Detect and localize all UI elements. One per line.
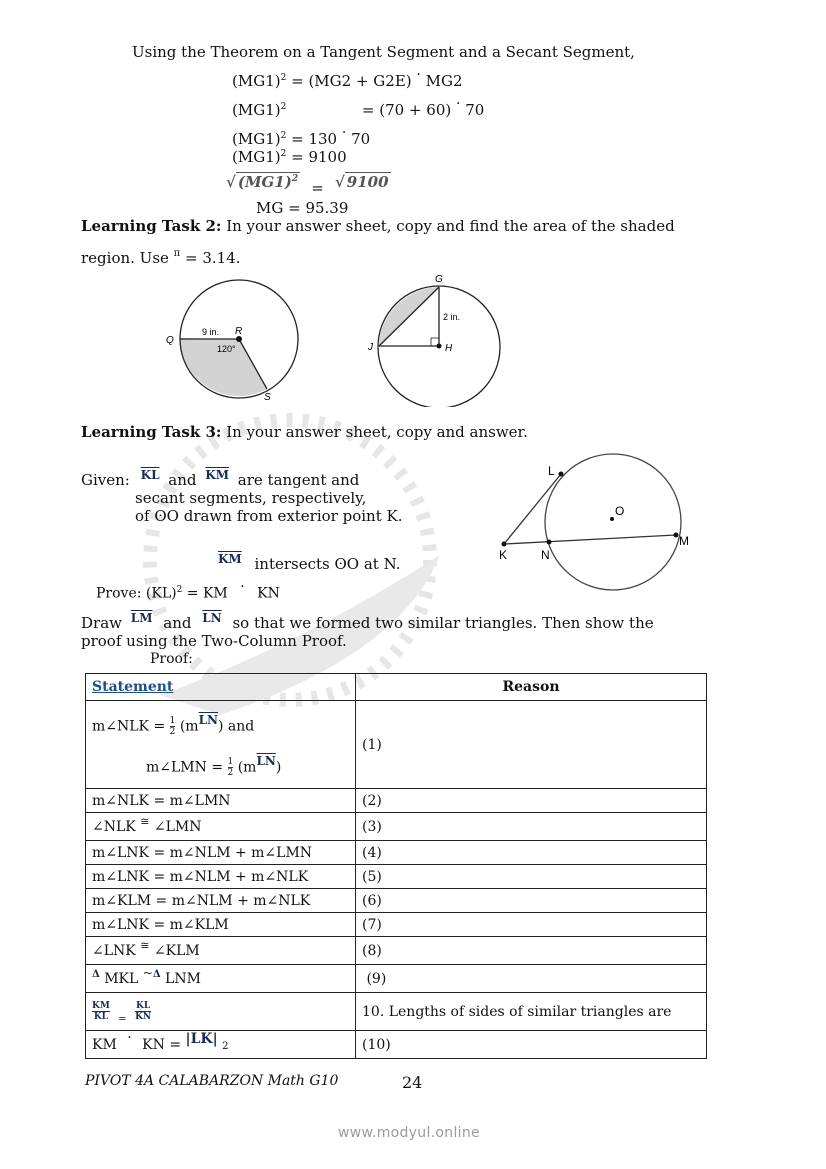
radius-label: 9 in. [202,327,220,337]
table-row [86,993,707,1031]
pi-symbol: π [173,248,181,259]
frac-den: KN [135,1012,152,1022]
frac-den: 2 [227,767,234,778]
table-row [86,865,707,889]
proof-label: Proof: [150,651,193,667]
reason-text: (9) [366,970,387,987]
stmt-text: ) [275,759,282,775]
stmt-text: ∠LMN [153,818,202,835]
stmt-text: ∠NLK [92,818,136,835]
multiply-dot: · [240,578,245,595]
sqrt-equation [226,172,391,197]
label-j: J [368,342,373,353]
statement-cell [86,701,356,789]
equation-step-4 [232,148,347,166]
tangent-secant-figure [490,445,720,605]
reason-cell: (5) [356,865,707,889]
label-r: R [235,326,243,337]
eq-lhs: (MG1) [232,101,281,119]
sector-figure [160,272,320,404]
stmt-text: ∠KLM [153,942,200,959]
multiply-dot: · [416,67,421,83]
exponent: 2 [280,73,287,83]
arc-ln: $\overline{LN}$ [256,754,276,768]
table-row [86,937,707,965]
statement-1a [92,713,349,737]
label-k: K [499,548,508,562]
multiply-dot: · [127,1029,132,1046]
table-header-row [86,674,707,701]
statement-cell: m∠KLM = m∠NLM + m∠NLK [86,889,356,913]
exponent: 2 [176,585,183,595]
given-text-1: are tangent and [237,471,360,489]
task3-label: Learning Task 3: [81,423,222,441]
equals-sign: = [118,1013,127,1025]
frac-num: 1 [169,715,176,726]
statement-cell: m∠LNK = m∠NLM + m∠NLK [86,865,356,889]
similar-symbol: ~ [142,965,153,980]
label-n: N [541,548,550,562]
statement-cell [86,965,356,993]
eq-lhs: (MG1) [232,130,281,148]
draw-text: so that we formed two similar triangles. Then show the [232,614,654,632]
segment-figure [362,272,512,407]
reason-cell: (4) [356,841,707,865]
task3-heading [81,423,528,441]
segment-kl: KL [140,468,160,482]
equation-step-3 [232,125,371,148]
multiply-dot: · [341,125,347,141]
eq-rhs: = (70 + 60) [361,101,452,119]
draw-line-2: proof using the Two-Column Proof. [81,632,347,650]
statement-cell [86,1031,356,1059]
segment-lm: LM [130,611,153,625]
task2-heading [81,217,675,235]
frac-num: 1 [227,756,234,767]
statement-1b [146,754,349,778]
eq-rhs: = 130 [291,130,338,148]
stmt-text: KN = [142,1036,182,1053]
reason-cell: (3) [356,813,707,841]
arc-ln: $\overline{LN}$ [198,713,218,727]
stmt-text: LNM [165,970,201,987]
label-q: Q [166,335,174,346]
task2-label: Learning Task 2: [81,217,222,235]
eq-tail: MG2 [425,72,463,90]
label-l: L [548,464,555,478]
given-line-4 [218,552,401,573]
abs-lk: |LK| [185,1030,218,1047]
task2-line2 [81,249,241,267]
frac-num: KM [92,1001,110,1011]
label-h: H [445,343,453,354]
equation-step-2 [232,96,485,119]
reason-cell: (2) [356,789,707,813]
reason-cell: (7) [356,913,707,937]
length-label: 2 in. [443,312,461,322]
given-line-3: of ʘO drawn from exterior point K. [135,507,403,525]
frac-num: KL [136,1001,151,1011]
stmt-text: (m [237,759,257,775]
reason-cell: (1) [356,701,707,789]
reason-cell: (10) [356,1031,707,1059]
sqrt-rhs-value: 9100 [346,173,389,191]
proof-table [85,673,707,1059]
stmt-text: (m [179,718,199,734]
table-row [86,965,707,993]
eq-rhs: = (MG2 + G2E) [291,72,412,90]
exponent: 2 [280,102,287,112]
label-g: G [435,274,443,285]
eq-tail: 70 [351,130,371,148]
exponent: 2 [291,174,299,184]
statement-cell [86,937,356,965]
eq-lhs: (MG1) [232,72,281,90]
eq-rhs: = 9100 [291,148,347,166]
task3-text: In your answer sheet, copy and answer. [226,423,528,441]
statement-cell [86,813,356,841]
prove-line [96,578,280,602]
equation-step-1 [232,67,463,90]
reason-cell [356,965,707,993]
segment-ln: LN [202,611,222,625]
congruent-symbol: ≅ [140,814,150,828]
table-row [86,701,707,789]
stmt-text: ∠LNK [92,942,136,959]
draw-word: Draw [81,614,122,632]
task2-text: In your answer sheet, copy and find the area of the shaded [226,217,675,235]
statement-cell: m∠LNK = m∠KLM [86,913,356,937]
footer-title: PIVOT 4A CALABARZON Math G10 [85,1073,339,1089]
eq-lhs: (MG1) [232,148,281,166]
exponent: 2 [222,1040,229,1052]
triangle-symbol: Δ [92,968,100,980]
reason-header: Reason [356,674,707,701]
task2-text2-pre: region. Use [81,249,169,267]
result-line: MG = 95.39 [256,199,349,217]
statement-header: Statement [86,674,356,701]
exponent: 2 [280,149,287,159]
stmt-text: m∠NLK = [92,718,166,734]
table-row [86,889,707,913]
multiply-dot: · [456,96,461,112]
triangle-symbol: Δ [152,968,161,980]
frac-den: 2 [169,726,176,737]
stmt-text: KM [92,1036,117,1053]
fraction-km-kl [92,1001,110,1022]
half-fraction [228,757,234,778]
frac-den: KL [93,1012,108,1022]
prove-tail: KN [257,585,280,602]
statement-cell: m∠NLK = m∠LMN [86,789,356,813]
and-word: and [163,614,192,632]
sqrt-rhs: √ 9100 [334,173,389,191]
angle-label: 120° [217,344,236,354]
intro-line: Using the Theorem on a Tangent Segment and a Secant Segment, [132,43,635,61]
given-label: Given: [81,471,130,489]
given-line-2: secant segments, respectively, [135,489,367,507]
table-row [86,913,707,937]
table-row [86,1031,707,1059]
segment-km: KM [218,552,242,566]
eq-tail: 70 [465,101,485,119]
given-line-1 [81,468,360,489]
label-s: S [264,392,271,403]
table-row [86,789,707,813]
label-o: O [615,504,625,518]
stmt-text: MKL [104,970,139,987]
reason-cell: (6) [356,889,707,913]
and-word: and [168,471,197,489]
exponent: 2 [280,131,287,141]
segment-km: KM [205,468,230,482]
half-fraction [170,716,176,737]
table-row [86,813,707,841]
reason-cell: 10. Lengths of sides of similar triangles are [356,993,707,1031]
table-row [86,841,707,865]
stmt-text: ) and [218,718,255,734]
statement-cell [86,993,356,1031]
intersects-text: intersects ʘO at N. [254,555,401,573]
congruent-symbol: ≅ [140,938,150,952]
draw-line [81,611,654,632]
prove-text: Prove: (KL) [96,585,177,602]
equals-sign: = [311,179,324,197]
task2-text2-post: = 3.14. [185,249,241,267]
reason-cell: (8) [356,937,707,965]
stmt-text: m∠LMN = [146,759,224,775]
statement-cell: m∠LNK = m∠NLM + m∠LMN [86,841,356,865]
sqrt-lhs: √ $(MG1)^2$ [226,173,299,191]
page-number: 24 [402,1073,423,1092]
label-m: M [679,534,689,548]
prove-rest: = KM [186,585,228,602]
sqrt-lhs-value: (MG1) [237,173,292,191]
fraction-kl-kn [135,1001,151,1022]
site-watermark: www.modyul.online [338,1125,480,1141]
